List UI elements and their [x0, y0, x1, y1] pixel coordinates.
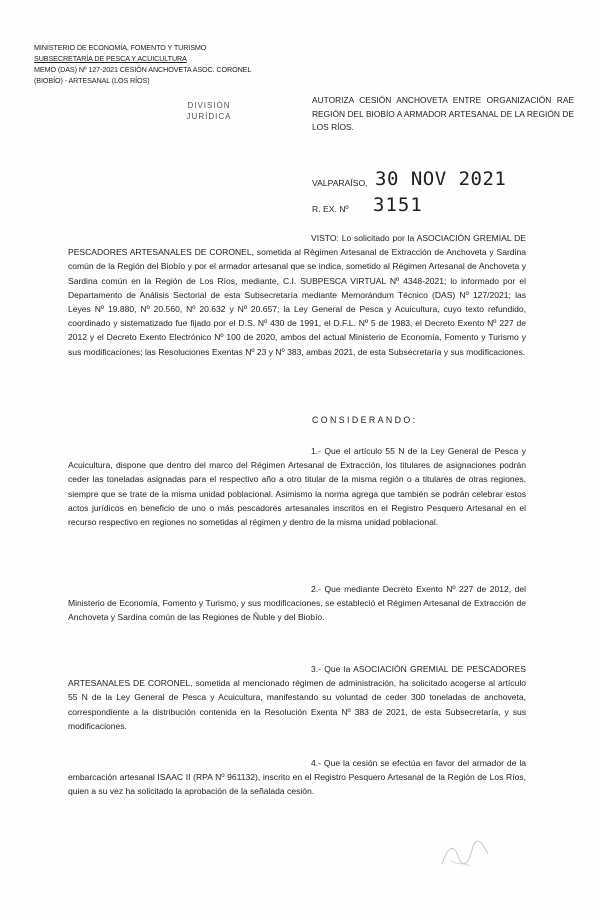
signature-mark — [434, 836, 494, 872]
header-ministry: MINISTERIO DE ECONOMÍA, FOMENTO Y TURISMO — [34, 43, 207, 52]
considerando-3: 3.- Que la ASOCIACIÓN GREMIAL DE PESCADORES ARTESANALES DE CORONEL, sometida al mencionado régimen de administración, ha solicitado acogerse al artículo 55 N de la Ley General de Pesca y Acuicultura, manifestando su voluntad de ceder 300 toneladas de anchoveta, correspondiente a la distribución contenida en la Resolución Exenta Nº 383 de 2021, de esta Subsecretaría, y sus modificaciones. — [68, 664, 526, 731]
resolution-title: AUTORIZA CESIÓN ANCHOVETA ENTRE ORGANIZACIÓN RAE REGIÓN DEL BIOBÍO A ARMADOR ARTESANAL DE LA REGIÓN DE LOS RÍOS. — [312, 95, 574, 133]
resolution-number-label: R. EX. Nº — [312, 204, 349, 214]
stamp-line-1: DIVISIÓN — [187, 101, 231, 110]
visto-paragraph: VISTO: Lo solicitado por la ASOCIACIÓN GREMIAL DE PESCADORES ARTESANALES DE CORONEL, sometida al Régimen Artesanal de Extracción de Anchoveta y Sardina común de la Región del Biobío y por el armador artesanal que se indica, sometido al Régimen Artesanal de Anchoveta y Sardina común en la Región de Los Ríos, mediante, C.I. SUBPESCA VIRTUAL Nº 4348-2021; lo informado por el Departamento de Análisis Sectorial de esta Subsecretaría mediante Memorándum Técnico (DAS) Nº 127/2021; las Leyes Nº 19.880, Nº 20.560, Nº 20.632 y Nº 20.657; la Ley General de Pesca y Acuicultura, cuyo texto refundido, coordinado y sistematizado fue fijado por el D.S. Nº 430 de 1991, el D.F.L. Nº 5 de 1983, el Decreto Exento Nº 227 de 2012 y el Decreto Exento Electrónico Nº 100 de 2020, ambos del actual Ministerio de Economía, Fomento y Turismo y sus modificaciones; las Resoluciones Exentas Nº 23 y Nº 383, ambas 2021, de esta Subsecretaría y sus modificaciones. — [68, 233, 526, 357]
considerando-2: 2.- Que mediante Decreto Exento Nº 227 de 2012, del Ministerio de Economía, Fomento y Turismo, y sus modificaciones, se estableció el Régimen Artesanal de Extracción de Anchoveta y Sardina común de las Regiones de Ñuble y del Biobío. — [68, 584, 526, 623]
resolution-date: 30 NOV 2021 — [375, 168, 507, 190]
place-label: VALPARAÍSO, — [312, 178, 368, 188]
header-memo: MEMO (DAS) Nº 127-2021 CESIÓN ANCHOVETA ASOC. CORONEL — [34, 65, 252, 74]
division-juridica-stamp — [168, 100, 250, 130]
ministry-header — [34, 42, 274, 86]
header-memo-region: (BIOBÍO) - ARTESANAL (LOS RÍOS) — [34, 76, 150, 85]
header-subsecretaria: SUBSECRETARÍA DE PESCA Y ACUICULTURA — [34, 54, 187, 63]
resolution-number: 3151 — [373, 194, 423, 216]
stamp-line-2: JURÍDICA — [186, 112, 232, 121]
considerando-heading: CONSIDERANDO: — [312, 415, 418, 425]
considerando-1: 1.- Que el artículo 55 N de la Ley General de Pesca y Acuicultura, dispone que dentro del marco del Régimen Artesanal de Extracción, los titulares de asignaciones podrán ceder las toneladas asignadas para el respectivo año a otro titular de la misma región o a titulares de otras regiones, siempre que se trate de la misma unidad poblacional. Asimismo la norma agrega que también se podrán celebrar estos actos jurídicos en beneficio de uno o más pescadores artesanales inscritos en el Registro Pesquero Artesanal en el recurso respectivo en regiones no sometidas al régimen y dentro de la misma unidad poblacional. — [68, 446, 526, 528]
considerando-4: 4.- Que la cesión se efectúa en favor del armador de la embarcación artesanal ISAAC II (RPA Nº 961132), inscrito en el Registro Pesquero Artesanal de la Región de Los Ríos, quien a su vez ha solicitado la aprobación de la señalada cesión. — [68, 758, 526, 797]
